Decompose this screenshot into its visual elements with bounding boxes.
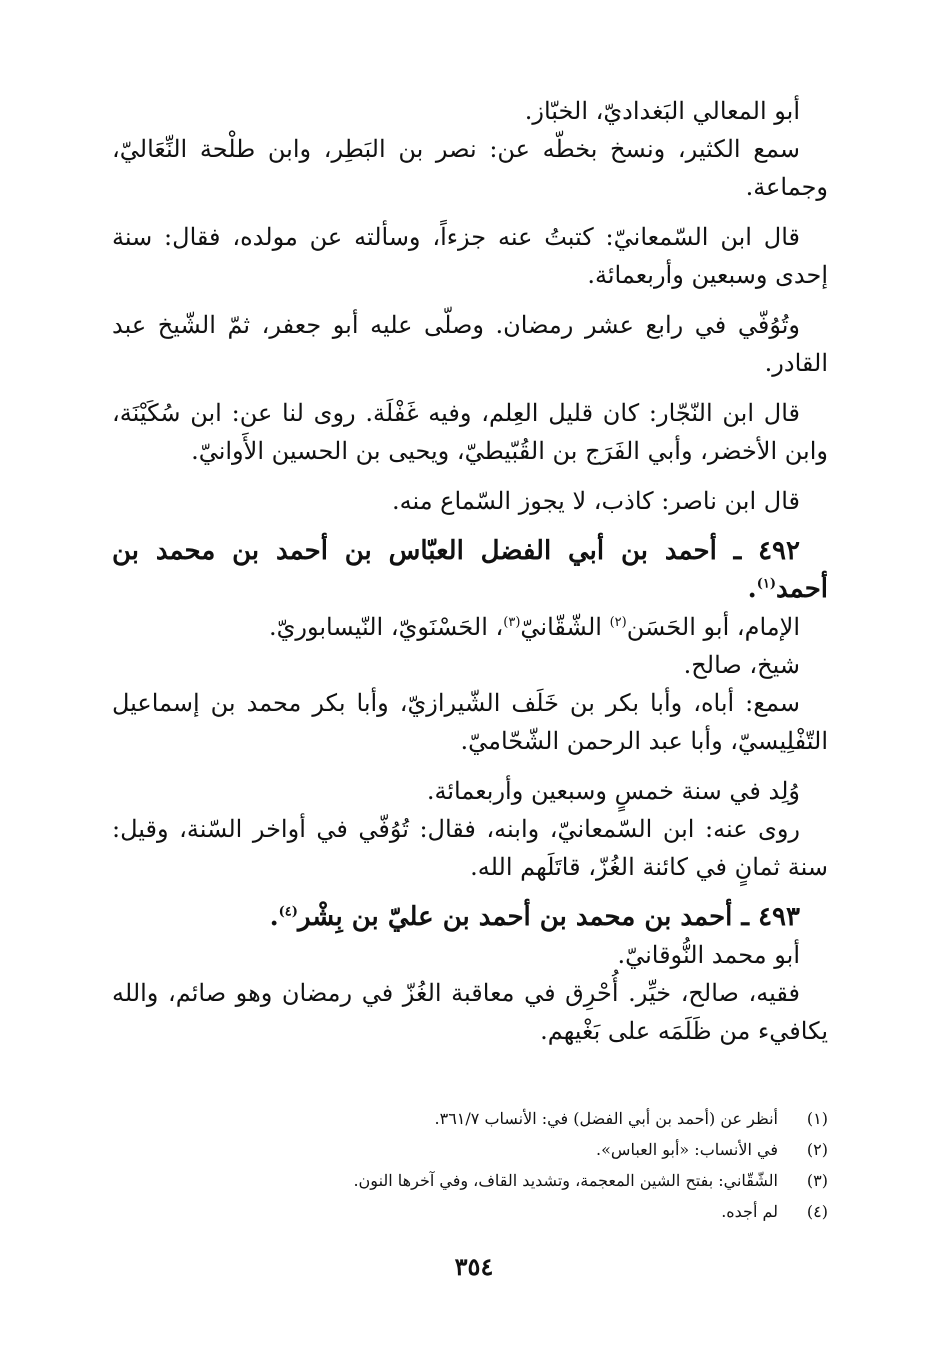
entry-492-nisba-a: الإمام، أبو الحَسَن [626,613,800,641]
paragraph-samani-quote: قال ابن السّمعانيّ: كتبتُ عنه جزءاً، وسألته عن مولده، فقال: سنة إحدى وسبعين وأربعمائة. [112,223,828,289]
footnote-number: (٢) [806,1140,828,1159]
paragraph-death: وتُوُفّي في رابع عشر رمضان. وصلّى عليه أبو جعفر، ثمّ الشّيخ عبد القادر. [112,311,828,377]
footnote-ref-3: (٣) [503,615,521,630]
footnote-2 [140,1134,828,1165]
footnote-ref-1: (١) [756,576,777,592]
footnote-text: الشّقّاني: بفتح الشين المعجمة، وتشديد القاف، وفي آخرها النون. [353,1171,778,1190]
paragraph-nasir-quote: قال ابن ناصر: كاذب، لا يجوز السّماع منه. [391,487,800,515]
entry-493-heading-text: ٤٩٣ ـ أحمد بن محمد بن أحمد بن عليّ بن بِشْر [297,902,800,932]
book-page [0,92,948,1050]
paragraph-kunya: أبو المعالي البَغداديّ، الخبّاز. [524,97,800,125]
entry-492-birth: وُلِد في سنة خمسٍ وسبعين وأربعمائة. [426,777,800,805]
footnote-1 [140,1103,828,1134]
paragraph-sama: سمع الكثير، ونسخ بخطّه عن: نصر بن البَطِر، وابن طلْحة النِّعَاليّ، وجماعة. [112,135,828,201]
footnote-text: أنظر عن (أحمد بن أبي الفضل) في: الأنساب ٣٦١/٧. [434,1109,778,1128]
footnote-ref-4: (٤) [278,904,298,920]
footnote-number: (٤) [806,1202,828,1221]
entry-493-heading [112,898,828,936]
entry-493-kunya: أبو محمد النُّوقانيّ. [617,941,800,969]
entry-492-death: روى عنه: ابن السّمعانيّ، وابنه، فقال: تُوُفّي في أواخر السّنة، وقيل: سنة ثمانٍ في كائنة الغُزّ، قاتَلَهم الله. [112,815,828,881]
entry-492-heading [112,532,828,608]
footnote-4 [140,1196,828,1227]
entry-492-nisba-b: الشّقّانيّ [520,613,610,641]
footnote-number: (٣) [806,1171,828,1190]
entry-492-description: شيخ، صالح. [683,651,800,679]
footnote-3 [140,1165,828,1196]
entry-492-heading-text: ٤٩٢ ـ أحمد بن أبي الفضل العبّاس بن أحمد بن محمد بن أحمد [112,536,828,604]
entry-493-description: فقيه، صالح، خيِّر. أُحْرِق في معاقبة الغُزّ في رمضان وهو صائم، والله يكافيء من ظَلَمَه على بَغْيهم. [112,979,828,1045]
footnote-text: لم أجده. [721,1202,778,1221]
entry-492-heading-end: . [747,574,757,604]
footnote-number: (١) [806,1109,828,1128]
entry-492-teachers: سمع: أباه، وأبا بكر بن خَلَف الشّيرازيّ، وأبا بكر محمد بن إسماعيل التّفْلِيسيّ، وأبا عبد الرحمن الشّحّاميّ. [112,689,828,755]
paragraph-najjar-quote: قال ابن النّجّار: كان قليل العِلم، وفيه غَفْلَة. روى لنا عن: ابن سُكَيْنَة، وابن الأخضر، وأبي الفَرَج بن القُبّيطيّ، ويحيى بن الحسين الأَوانيّ. [112,399,828,465]
page-number: ٣٥٤ [454,1252,494,1281]
main-text [112,92,828,1050]
entry-493-heading-end: . [269,902,279,932]
footnote-ref-2: (٢) [609,615,627,630]
footnotes [140,1103,828,1227]
entry-492-nisba-c: ، الحَسْنَويّ، النّيسابوريّ. [268,613,504,641]
entry-492-nisba [112,608,828,646]
footnote-text: في الأنساب: «أبو العباس». [596,1140,778,1159]
